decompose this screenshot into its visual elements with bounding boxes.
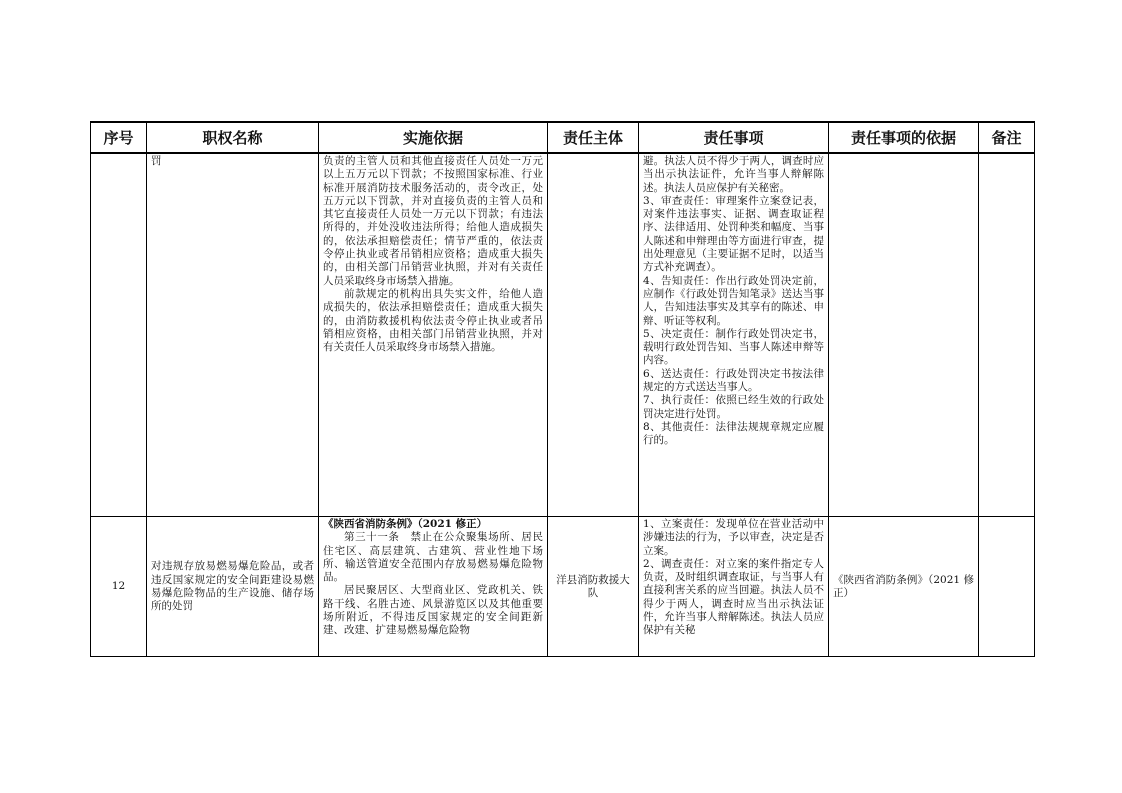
table-row xyxy=(91,517,1035,657)
row2-no: 12 xyxy=(91,517,147,657)
header-name: 职权名称 xyxy=(147,122,319,153)
row1-name: 罚 xyxy=(147,153,319,517)
header-note: 备注 xyxy=(979,122,1035,153)
row1-basis xyxy=(319,153,548,517)
authority-table xyxy=(90,121,1035,657)
header-subject: 责任主体 xyxy=(548,122,639,153)
header-basis: 实施依据 xyxy=(319,122,548,153)
duty-item: 5、决定责任：制作行政处罚决定书，载明行政处罚告知、当事人陈述申辩等内容。 xyxy=(643,327,824,367)
duty-item: 1、立案责任：发现单位在营业活动中涉嫌违法的行为，予以审查，决定是否立案。 xyxy=(643,518,824,557)
row1-duties xyxy=(639,153,829,517)
duty-item: 6、送达责任：行政处罚决定书按法律规定的方式送达当事人。 xyxy=(643,367,824,394)
row1-note xyxy=(979,153,1035,517)
header-duty-basis: 责任事项的依据 xyxy=(829,122,979,153)
header-duties: 责任事项 xyxy=(639,122,829,153)
basis-paragraph: 居民聚居区、大型商业区、党政机关、铁路干线、名胜古迹、风景游览区以及其他重要场所附近，不得违反国家规定的安全间距新建、改建、扩建易燃易爆危险物 xyxy=(323,584,543,637)
table-row xyxy=(91,153,1035,517)
row1-no xyxy=(91,153,147,517)
duty-item: 7、执行责任：依照已经生效的行政处罚决定进行处罚。 xyxy=(643,394,824,420)
row2-subject: 洋县消防救援大队 xyxy=(548,517,639,657)
header-row xyxy=(91,122,1035,153)
header-no: 序号 xyxy=(91,122,147,153)
duty-item: 3、审查责任：审理案件立案登记表，对案件违法事实、证据、调查取证程序、法律适用、处罚种类和幅度、当事人陈述和申辩理由等方面进行审查，提出处理意见（主要证据不足时，以适当方式补充调查）。 xyxy=(643,194,824,274)
duty-item: 8、其他责任：法律法规规章规定应履行的。 xyxy=(643,420,824,447)
basis-title: 《陕西省消防条例》（2021 修正） xyxy=(323,518,488,530)
duty-item: 2、调查责任：对立案的案件指定专人负责，及时组织调查取证，与当事人有直接利害关系的应当回避。执法人员不得少于两人，调查时应当出示执法证件，允许当事人辩解陈述。执法人员应保护有关秘 xyxy=(643,557,824,637)
row2-basis xyxy=(319,517,548,657)
row2-duties xyxy=(639,517,829,657)
row1-subject xyxy=(548,153,639,517)
row2-duty-basis: 《陕西省消防条例》（2021 修正） xyxy=(829,517,979,657)
row1-duty-basis xyxy=(829,153,979,517)
row2-note xyxy=(979,517,1035,657)
duty-item: 避。执法人员不得少于两人，调查时应当出示执法证件，允许当事人辩解陈述。执法人员应保护有关秘密。 xyxy=(643,155,824,194)
basis-paragraph: 负责的主管人员和其他直接责任人员处一万元以上五万元以下罚款；不按照国家标准、行业标准开展消防技术服务活动的，责令改正，处五万元以下罚款，并对直接负责的主管人员和其它直接责任人员处一万元以下罚款；有违法所得的，并处没收违法所得；给他人造成损失的，依法承担赔偿责任；情节严重的，依法责令停止执业或者吊销相应资格；造成重大损失的，由相关部门吊销营业执照，并对有关责任人员采取终身市场禁入措施。 xyxy=(323,155,543,287)
basis-paragraph: 第三十一条 禁止在公众聚集场所、居民住宅区、高层建筑、古建筑、营业性地下场所、输送管道安全范围内存放易燃易爆危险物品。 xyxy=(323,531,543,584)
duty-item: 4、告知责任：作出行政处罚决定前，应制作《行政处罚告知笔录》送达当事人，告知违法事实及其享有的陈述、申辩、听证等权利。 xyxy=(643,274,824,327)
row2-name: 对违规存放易燃易爆危险品，或者违反国家规定的安全间距建设易燃易爆危险物品的生产设施、储存场所的处罚 xyxy=(147,517,319,657)
basis-paragraph: 前款规定的机构出具失实文件，给他人造成损失的，依法承担赔偿责任；造成重大损失的，由消防救援机构依法责令停止执业或者吊销相应资格，由相关部门吊销营业执照，并对有关责任人员采取终身市场禁入措施。 xyxy=(323,287,543,354)
